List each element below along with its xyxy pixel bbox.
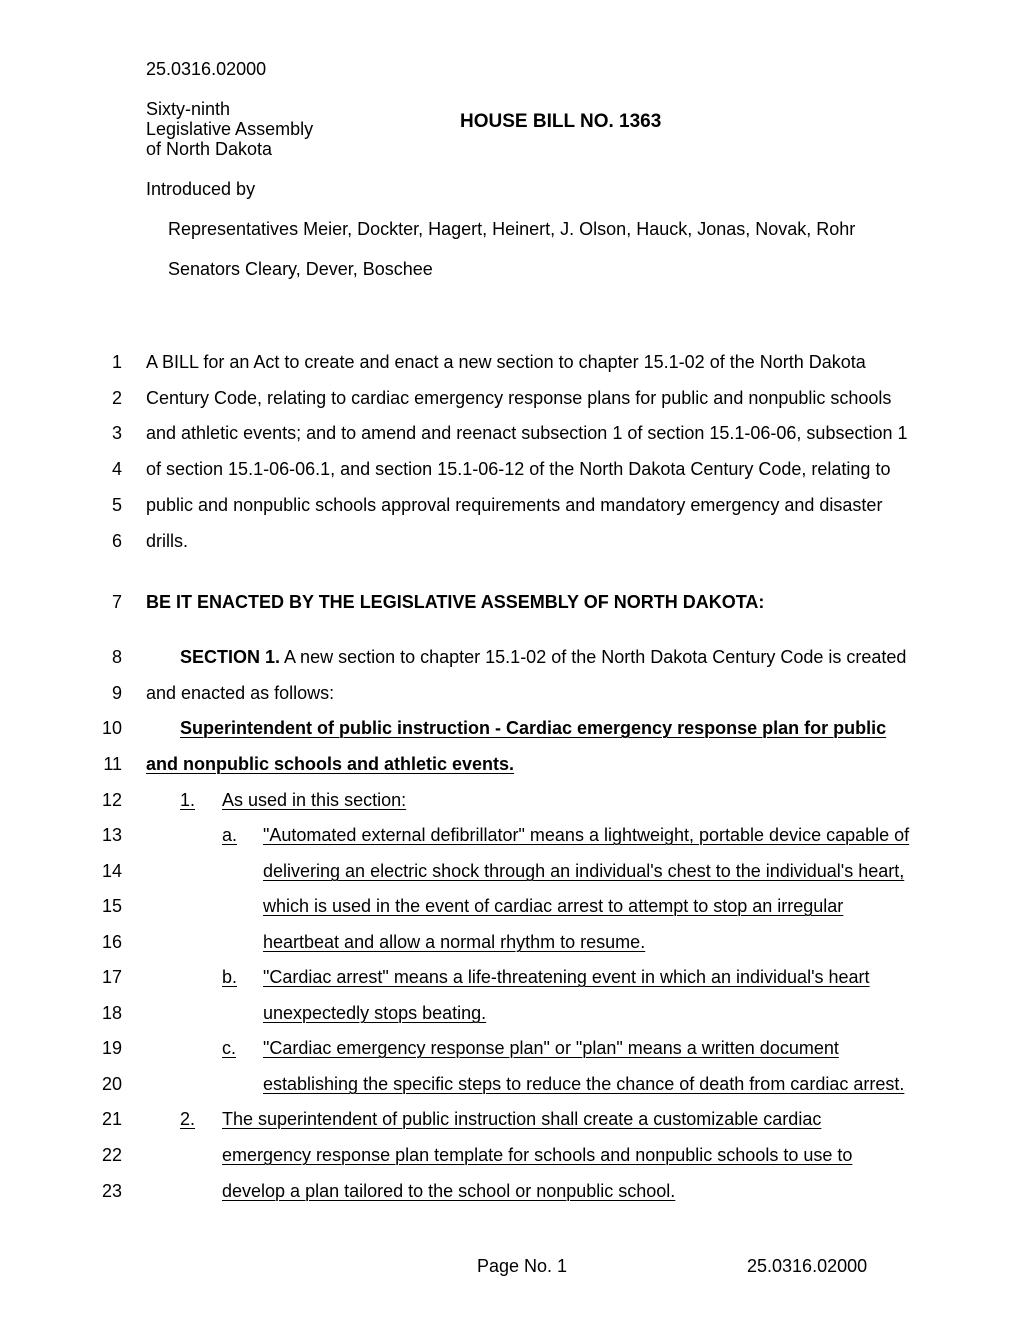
line-text-segment: BE IT ENACTED BY THE LEGISLATIVE ASSEMBLY OF NORTH DAKOTA: bbox=[146, 592, 765, 612]
line-text bbox=[263, 861, 904, 881]
line-text-segment: "Cardiac emergency response plan" or "plan" means a written document bbox=[263, 1038, 839, 1058]
line-text-segment: unexpectedly stops beating. bbox=[263, 1003, 487, 1023]
line-text bbox=[146, 531, 188, 551]
sponsors-senators: Senators Cleary, Dever, Boschee bbox=[168, 259, 433, 279]
line-text bbox=[146, 592, 764, 612]
bill-title: HOUSE BILL NO. 1363 bbox=[460, 111, 662, 132]
line-number: 9 bbox=[111, 683, 122, 703]
line-text bbox=[263, 1038, 839, 1058]
line-text-segment: which is used in the event of cardiac arrest to attempt to stop an irregular bbox=[263, 896, 844, 916]
document-code: 25.0316.02000 bbox=[146, 59, 267, 79]
list-label: 1. bbox=[180, 790, 196, 810]
line-number: 14 bbox=[101, 861, 122, 881]
line-number: 3 bbox=[111, 423, 122, 443]
line-number: 6 bbox=[111, 531, 122, 551]
line-number: 21 bbox=[101, 1109, 122, 1129]
list-label: 2. bbox=[180, 1109, 196, 1129]
line-text-segment: The superintendent of public instruction shall create a customizable cardiac bbox=[222, 1109, 822, 1129]
assembly-state: of North Dakota bbox=[146, 139, 273, 159]
line-text bbox=[222, 790, 406, 810]
line-text-segment: "Automated external defibrillator" means a lightweight, portable device capable of bbox=[263, 825, 910, 845]
line-text bbox=[146, 495, 882, 515]
line-number: 20 bbox=[101, 1074, 122, 1094]
line-number: 1 bbox=[111, 352, 122, 372]
line-number: 12 bbox=[101, 790, 122, 810]
line-text-segment: emergency response plan template for schools and nonpublic schools to use to bbox=[222, 1145, 853, 1165]
sponsors-representatives: Representatives Meier, Dockter, Hagert, Heinert, J. Olson, Hauck, Jonas, Novak, Rohr bbox=[168, 219, 856, 239]
line-number: 2 bbox=[111, 388, 122, 408]
line-number: 11 bbox=[103, 754, 122, 774]
list-label: c. bbox=[222, 1038, 237, 1058]
line-text bbox=[263, 1074, 904, 1094]
line-number: 5 bbox=[111, 495, 122, 515]
line-text-segment: drills. bbox=[146, 531, 189, 551]
line-text-segment: and athletic events; and to amend and reenact subsection 1 of section 15.1-06-06, subsection 1 bbox=[146, 423, 908, 443]
line-number: 18 bbox=[101, 1003, 122, 1023]
line-text-segment: delivering an electric shock through an individual's chest to the individual's heart, bbox=[263, 861, 905, 881]
line-text-segment: "Cardiac arrest" means a life-threatening event in which an individual's heart bbox=[263, 967, 870, 987]
line-text bbox=[263, 825, 909, 845]
line-number: 22 bbox=[101, 1145, 122, 1165]
line-text-segment: and nonpublic schools and athletic events. bbox=[146, 754, 515, 774]
line-text-segment: Century Code, relating to cardiac emergency response plans for public and nonpublic schools bbox=[146, 388, 892, 408]
line-text-segment: Superintendent of public instruction - Cardiac emergency response plan for public bbox=[180, 718, 887, 738]
list-label: a. bbox=[222, 825, 238, 845]
line-number: 10 bbox=[101, 718, 122, 738]
line-text bbox=[146, 352, 866, 372]
page-number: Page No. 1 bbox=[477, 1256, 568, 1276]
assembly-session: Sixty-ninth bbox=[146, 99, 231, 119]
line-text-segment: SECTION 1. bbox=[180, 647, 281, 667]
line-number: 17 bbox=[101, 967, 122, 987]
line-text bbox=[180, 647, 906, 667]
line-text bbox=[263, 932, 645, 952]
introduced-by-label: Introduced by bbox=[146, 179, 256, 199]
line-text bbox=[146, 683, 334, 703]
line-number: 8 bbox=[111, 647, 122, 667]
line-number: 13 bbox=[101, 825, 122, 845]
line-text bbox=[180, 718, 886, 738]
line-text-segment: A new section to chapter 15.1-02 of the North Dakota Century Code is created bbox=[280, 647, 907, 667]
line-text bbox=[263, 1003, 486, 1023]
line-text bbox=[263, 896, 843, 916]
line-text-segment: A BILL for an Act to create and enact a new section to chapter 15.1-02 of the North Dakota bbox=[146, 352, 866, 372]
list-label: b. bbox=[222, 967, 238, 987]
line-number: 7 bbox=[111, 592, 122, 612]
line-text-segment: public and nonpublic schools approval requirements and mandatory emergency and disaster bbox=[146, 495, 883, 515]
line-number: 19 bbox=[101, 1038, 122, 1058]
line-number: 15 bbox=[101, 896, 122, 916]
line-text bbox=[222, 1181, 675, 1201]
line-text-segment: As used in this section: bbox=[222, 790, 407, 810]
line-text bbox=[146, 423, 908, 443]
line-text bbox=[222, 1145, 852, 1165]
line-text bbox=[146, 754, 514, 774]
line-text-segment: and enacted as follows: bbox=[146, 683, 335, 703]
line-number: 16 bbox=[101, 932, 122, 952]
line-text-segment: develop a plan tailored to the school or nonpublic school. bbox=[222, 1181, 676, 1201]
line-text bbox=[146, 459, 890, 479]
line-text-segment: of section 15.1-06-06.1, and section 15.1-06-12 of the North Dakota Century Code, relating to bbox=[146, 459, 891, 479]
line-number: 23 bbox=[101, 1181, 122, 1201]
line-text-segment: establishing the specific steps to reduce the chance of death from cardiac arrest. bbox=[263, 1074, 905, 1094]
footer-document-code: 25.0316.02000 bbox=[747, 1256, 868, 1276]
line-text bbox=[222, 1109, 821, 1129]
line-text bbox=[263, 967, 870, 987]
line-number: 4 bbox=[111, 459, 122, 479]
line-text bbox=[146, 388, 891, 408]
assembly-name: Legislative Assembly bbox=[146, 119, 314, 139]
line-text-segment: heartbeat and allow a normal rhythm to resume. bbox=[263, 932, 646, 952]
